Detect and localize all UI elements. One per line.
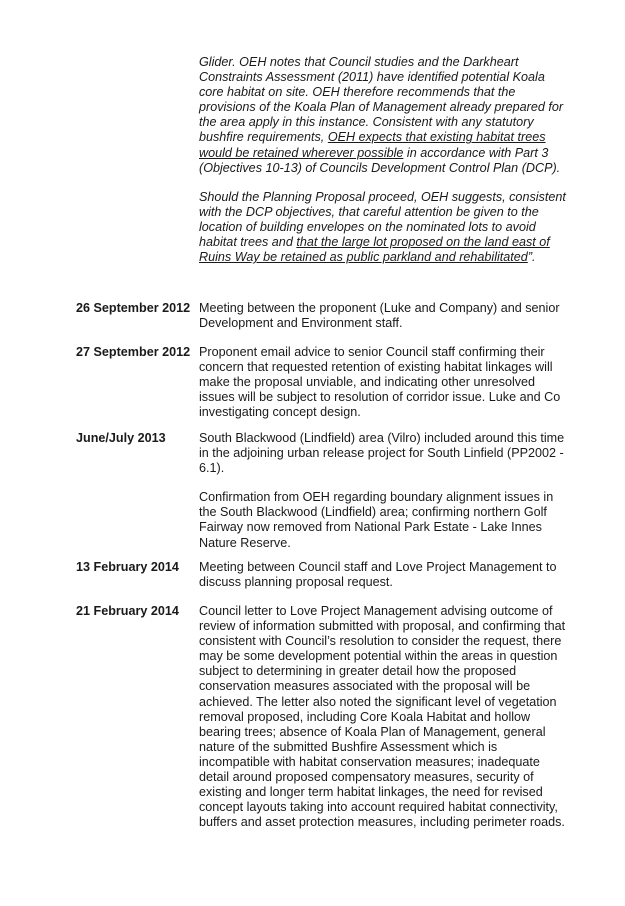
entry-date: 21 February 2014 bbox=[76, 604, 179, 618]
quote-underlined-text: OEH expects that existing habitat trees would be retained wherever possible bbox=[199, 130, 546, 160]
quote-underlined-text: that the large lot proposed on the land east of Ruins Way be retained as public parkland and rehabilitated bbox=[199, 235, 550, 265]
entry-paragraph: South Blackwood (Lindfield) area (Vilro) included around this time in the adjoining urban release project for South Linfield (PP2002 - 6.1). bbox=[199, 431, 565, 476]
entry-date: 26 September 2012 bbox=[76, 301, 191, 315]
entry-date: June/July 2013 bbox=[76, 431, 166, 445]
quote-text: in accordance with Part 3 (Objectives 10-13) of Councils Development Control Plan (DCP). bbox=[199, 145, 561, 175]
entry-date: 27 September 2012 bbox=[76, 345, 191, 359]
entry-description bbox=[199, 604, 569, 844]
quote-paragraph-1 bbox=[199, 55, 569, 176]
quote-text: ”. bbox=[527, 250, 536, 265]
entry-description bbox=[199, 345, 569, 434]
entry-paragraph: Council letter to Love Project Management advising outcome of review of information submitted with proposal, and confirming that consistent with Council’s resolution to consider the request, there may be some development potential within the areas in question subject to determining in greater detail how the proposed conservation measures associated with the proposal will be achieved. The letter also noted the significant level of vegetation removal proposed, including Core Koala Habitat and hollow bearing trees; absence of Koala Plan of Management, general nature of the submitted Bushfire Assessment which is incompatible with habitat conservation measures; inadequate detail around proposed compensatory measures, security of existing and longer term habitat linkages, the need for revised concept layouts taking into account required habitat connectivity, buffers and asset protection measures, including perimeter roads. bbox=[199, 604, 566, 830]
entry-paragraph: Confirmation from OEH regarding boundary alignment issues in the South Blackwood (Lindfield) area; confirming northern Golf Fairway now removed from National Park Estate - Lake Innes Nature Reserve. bbox=[199, 490, 554, 550]
quote-paragraph-2 bbox=[199, 190, 569, 265]
entry-description bbox=[199, 560, 569, 604]
entry-paragraph: Proponent email advice to senior Council staff confirming their concern that requested retention of existing habitat linkages will make the proposal unviable, and indicating other unresolved issues will be subject to resolution of corridor issue. Luke and Co investigating concept design. bbox=[199, 345, 561, 420]
entry-paragraph: Meeting between the proponent (Luke and Company) and senior Development and Environment staff. bbox=[199, 301, 560, 331]
quote-text: Should the Planning Proposal proceed, OEH suggests, consistent with the DCP objectives, that careful attention be given to the location of building envelopes on the nominated lots to avoid habitat trees and bbox=[199, 189, 566, 250]
entry-date: 13 February 2014 bbox=[76, 560, 179, 574]
entry-description bbox=[199, 301, 569, 345]
entry-description bbox=[199, 431, 569, 565]
oeh-quote-continuation bbox=[199, 55, 569, 279]
quote-text: Glider. OEH notes that Council studies and the Darkheart Constraints Assessment (2011) have identified potential Koala core habitat on site. OEH therefore recommends that the provisions of the Koala Plan of Management already prepared for the area apply in this instance. Consistent with any statutory bushfire requirements, bbox=[199, 55, 564, 145]
entry-paragraph: Meeting between Council staff and Love Project Management to discuss planning proposal request. bbox=[199, 560, 557, 590]
